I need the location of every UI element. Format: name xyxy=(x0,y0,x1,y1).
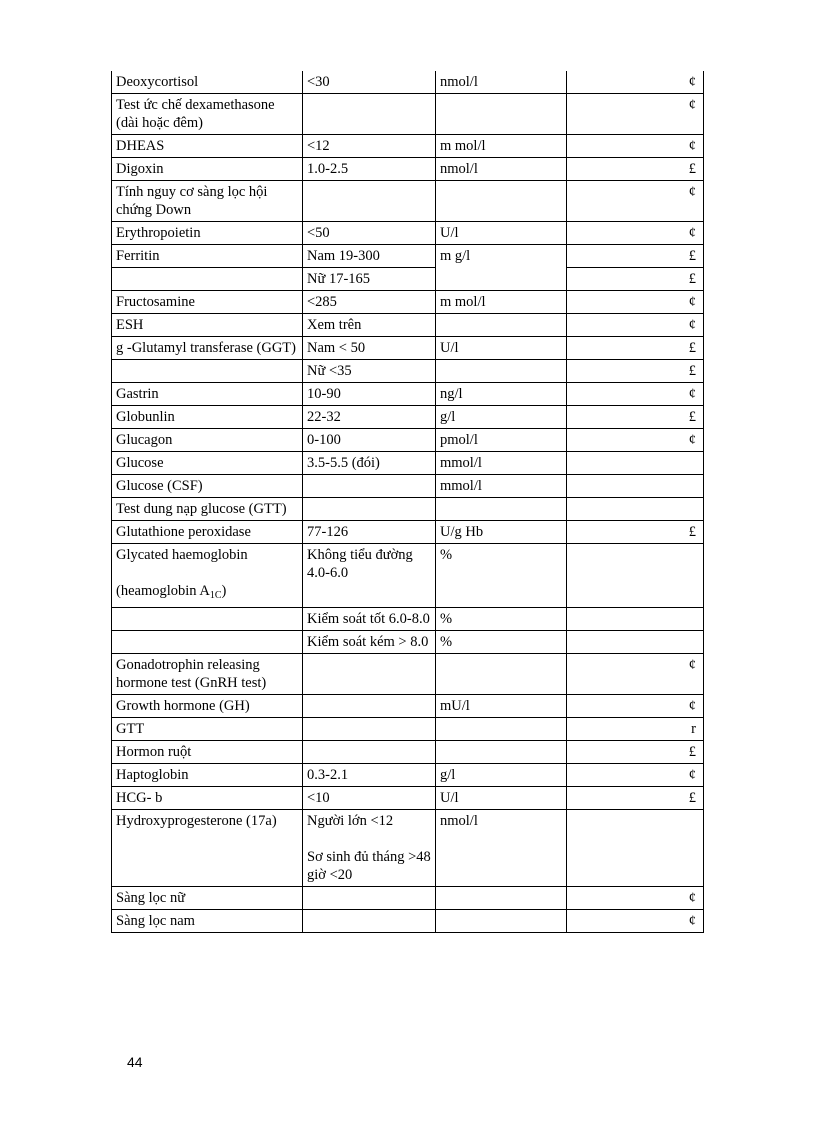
unit: m mol/l xyxy=(436,135,567,158)
reference-range xyxy=(303,887,436,910)
flag-symbol: ¢ xyxy=(567,291,704,314)
unit: % xyxy=(436,544,567,608)
test-name: Growth hormone (GH) xyxy=(112,695,303,718)
table-row xyxy=(112,718,704,741)
flag-symbol: £ xyxy=(567,360,704,383)
reference-range xyxy=(303,741,436,764)
reference-range: Người lớn <12 xyxy=(307,813,394,829)
unit: % xyxy=(436,631,567,654)
flag-symbol: ¢ xyxy=(567,94,704,135)
unit xyxy=(436,498,567,521)
reference-range: Kiểm soát kém > 8.0 xyxy=(303,631,436,654)
table-row xyxy=(112,695,704,718)
reference-range: <12 xyxy=(303,135,436,158)
test-name: DHEAS xyxy=(112,135,303,158)
test-name: Glycated haemoglobin xyxy=(116,547,248,563)
test-name xyxy=(112,360,303,383)
reference-range: 77-126 xyxy=(303,521,436,544)
table-row xyxy=(112,406,704,429)
flag-symbol: £ xyxy=(567,741,704,764)
reference-range: <10 xyxy=(303,787,436,810)
test-name: g -Glutamyl transferase (GGT) xyxy=(112,337,303,360)
unit: m g/l xyxy=(436,245,567,291)
test-name: HCG- b xyxy=(112,787,303,810)
test-name: Glucose xyxy=(112,452,303,475)
unit: mmol/l xyxy=(436,452,567,475)
unit: % xyxy=(436,608,567,631)
flag-symbol: £ xyxy=(567,268,704,291)
reference-range-table xyxy=(111,71,704,933)
table-row xyxy=(112,910,704,933)
line-gap xyxy=(307,830,431,848)
unit: pmol/l xyxy=(436,429,567,452)
test-name-line2: (heamoglobin A xyxy=(116,583,210,599)
table-row xyxy=(112,631,704,654)
table-row xyxy=(112,521,704,544)
test-name: Sàng lọc nữ xyxy=(112,887,303,910)
unit: mU/l xyxy=(436,695,567,718)
flag-symbol xyxy=(567,544,704,608)
unit: U/l xyxy=(436,222,567,245)
reference-range: Nam 19-300 xyxy=(303,245,436,268)
test-name: Fructosamine xyxy=(112,291,303,314)
table-row xyxy=(112,222,704,245)
test-name: Sàng lọc nam xyxy=(112,910,303,933)
test-name xyxy=(112,608,303,631)
reference-range-cell xyxy=(303,810,436,887)
table-row xyxy=(112,475,704,498)
flag-symbol: r xyxy=(567,718,704,741)
test-name: Digoxin xyxy=(112,158,303,181)
subscript: 1C xyxy=(209,590,222,601)
flag-symbol xyxy=(567,452,704,475)
flag-symbol: ¢ xyxy=(567,314,704,337)
test-name: Hydroxyprogesterone (17a) xyxy=(112,810,303,887)
flag-symbol: ¢ xyxy=(567,181,704,222)
test-name: Hormon ruột xyxy=(112,741,303,764)
table-row xyxy=(112,764,704,787)
table-row xyxy=(112,741,704,764)
table-row xyxy=(112,608,704,631)
test-name-cell xyxy=(112,544,303,608)
flag-symbol xyxy=(567,631,704,654)
unit xyxy=(436,314,567,337)
unit: ng/l xyxy=(436,383,567,406)
test-name xyxy=(112,631,303,654)
test-name: Gastrin xyxy=(112,383,303,406)
reference-range: <30 xyxy=(303,71,436,94)
unit xyxy=(436,181,567,222)
flag-symbol: ¢ xyxy=(567,429,704,452)
table-row xyxy=(112,887,704,910)
table-row xyxy=(112,268,704,291)
flag-symbol: ¢ xyxy=(567,222,704,245)
unit xyxy=(436,887,567,910)
page-number: 44 xyxy=(127,1054,143,1070)
reference-range: 10-90 xyxy=(303,383,436,406)
test-name: Test dung nạp glucose (GTT) xyxy=(112,498,303,521)
flag-symbol: ¢ xyxy=(567,910,704,933)
table-row xyxy=(112,337,704,360)
table-row xyxy=(112,291,704,314)
reference-range xyxy=(303,695,436,718)
test-name xyxy=(112,268,303,291)
unit: nmol/l xyxy=(436,158,567,181)
table-row xyxy=(112,314,704,337)
table-row xyxy=(112,452,704,475)
reference-range: Kiểm soát tốt 6.0-8.0 xyxy=(303,608,436,631)
flag-symbol xyxy=(567,498,704,521)
table-row xyxy=(112,383,704,406)
test-name: Test ức chế dexamethasone (dài hoặc đêm) xyxy=(112,94,303,135)
test-name: Erythropoietin xyxy=(112,222,303,245)
reference-range: 0.3-2.1 xyxy=(303,764,436,787)
flag-symbol: ¢ xyxy=(567,695,704,718)
unit xyxy=(436,741,567,764)
reference-range: Xem trên xyxy=(303,314,436,337)
flag-symbol: £ xyxy=(567,245,704,268)
reference-range: Nữ <35 xyxy=(303,360,436,383)
flag-symbol: £ xyxy=(567,337,704,360)
table-row xyxy=(112,429,704,452)
unit: nmol/l xyxy=(436,810,567,887)
unit xyxy=(436,94,567,135)
flag-symbol: ¢ xyxy=(567,764,704,787)
table-row xyxy=(112,360,704,383)
reference-range xyxy=(303,181,436,222)
unit: m mol/l xyxy=(436,291,567,314)
table-row xyxy=(112,544,704,608)
reference-range: Nam < 50 xyxy=(303,337,436,360)
table-row xyxy=(112,158,704,181)
reference-range xyxy=(303,654,436,695)
reference-range: <50 xyxy=(303,222,436,245)
test-name: Ferritin xyxy=(112,245,303,268)
unit: U/l xyxy=(436,337,567,360)
test-name-close: ) xyxy=(221,583,227,599)
test-name: Haptoglobin xyxy=(112,764,303,787)
reference-range-newborn: Sơ sinh đủ tháng >48 giờ <20 xyxy=(307,849,431,883)
flag-symbol: £ xyxy=(567,521,704,544)
flag-symbol: ¢ xyxy=(567,71,704,94)
unit: g/l xyxy=(436,764,567,787)
unit xyxy=(436,654,567,695)
test-name: Glucose (CSF) xyxy=(112,475,303,498)
test-name: ESH xyxy=(112,314,303,337)
unit: U/l xyxy=(436,787,567,810)
unit: mmol/l xyxy=(436,475,567,498)
reference-range: 0-100 xyxy=(303,429,436,452)
unit xyxy=(436,360,567,383)
unit: nmol/l xyxy=(436,71,567,94)
flag-symbol: ¢ xyxy=(567,383,704,406)
flag-symbol: £ xyxy=(567,787,704,810)
table-row xyxy=(112,181,704,222)
flag-symbol: ¢ xyxy=(567,887,704,910)
unit: U/g Hb xyxy=(436,521,567,544)
reference-range: 22-32 xyxy=(303,406,436,429)
unit xyxy=(436,910,567,933)
table-row xyxy=(112,135,704,158)
test-name: Glutathione peroxidase xyxy=(112,521,303,544)
reference-range: Nữ 17-165 xyxy=(303,268,436,291)
test-name: Tính nguy cơ sàng lọc hội chứng Down xyxy=(112,181,303,222)
test-name: Glucagon xyxy=(112,429,303,452)
reference-range: Không tiểu đường 4.0-6.0 xyxy=(303,544,436,608)
table-row xyxy=(112,71,704,94)
flag-symbol xyxy=(567,608,704,631)
table-row xyxy=(112,810,704,887)
reference-range: <285 xyxy=(303,291,436,314)
test-name: Globunlin xyxy=(112,406,303,429)
reference-range xyxy=(303,498,436,521)
flag-symbol xyxy=(567,810,704,887)
reference-range: 1.0-2.5 xyxy=(303,158,436,181)
flag-symbol: £ xyxy=(567,406,704,429)
reference-range xyxy=(303,94,436,135)
flag-symbol xyxy=(567,475,704,498)
test-name: Deoxycortisol xyxy=(112,71,303,94)
reference-range xyxy=(303,718,436,741)
line-gap xyxy=(116,564,298,582)
table-row xyxy=(112,654,704,695)
table-row xyxy=(112,498,704,521)
flag-symbol: £ xyxy=(567,158,704,181)
flag-symbol: ¢ xyxy=(567,135,704,158)
table-row xyxy=(112,245,704,268)
unit: g/l xyxy=(436,406,567,429)
flag-symbol: ¢ xyxy=(567,654,704,695)
table-row xyxy=(112,94,704,135)
table-row xyxy=(112,787,704,810)
test-name: Gonadotrophin releasing hormone test (GnRH test) xyxy=(112,654,303,695)
reference-range: 3.5-5.5 (đói) xyxy=(303,452,436,475)
unit xyxy=(436,718,567,741)
test-name: GTT xyxy=(112,718,303,741)
reference-range xyxy=(303,475,436,498)
reference-range xyxy=(303,910,436,933)
